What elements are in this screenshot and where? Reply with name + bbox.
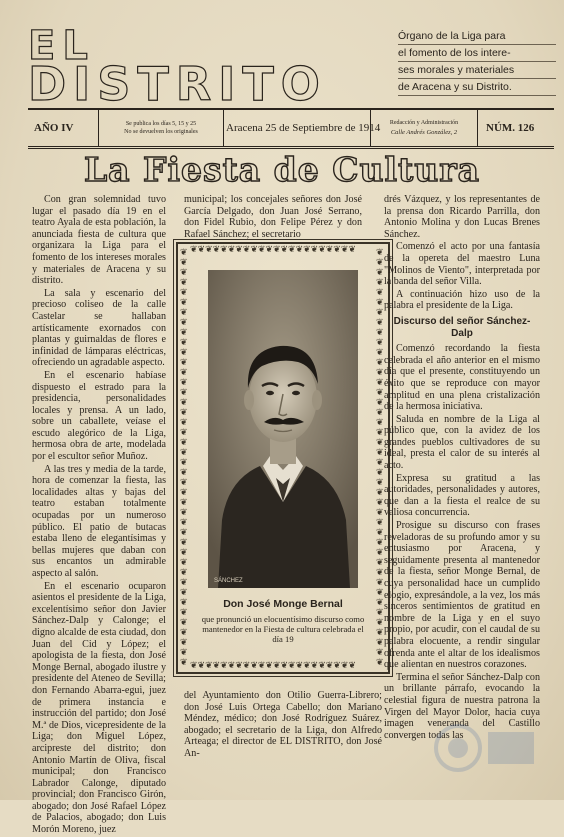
- paragraph: En el escenario ocuparon asientos el presidente de la Liga, excelentísimo señor don Javier Sánchez-Dalp y Calonge; el digno alcalde de esta ciudad, don Juan del Cid y López; el apologista de la fiesta, don José Monge Bernal, abogado ilustre y presidente del Ateneo de Sevilla; don Fernando Abarra-egui, juez de primera instancia e instrucción del partido; don José M.ª de Dios, vicepresidente de la Liga; don Miguel López, arcipreste del distrito; don Antonio Martín de Oliva, fiscal municipal; don Francisco Labrador Calonge, diputado provincial; don Francisco Girón, abogado; don José Rafael López de Palacios, abogado; don Luis Morón Moreno, juez: [32, 580, 166, 836]
- ornament-border: ❦ ❦ ❦ ❦ ❦ ❦ ❦ ❦ ❦ ❦ ❦ ❦ ❦ ❦ ❦ ❦ ❦ ❦ ❦ ❦ ❦ ❦ ❦ ❦ ❦ ❦ ❦ ❦ ❦ ❦ ❦ ❦ ❦ ❦ ❦ ❦ ❦ ❦ ❦ ❦ ❦ ❦: [180, 248, 188, 668]
- portrait-frame: [176, 242, 390, 674]
- paragraph: En el escenario habíase dispuesto el estrado para la presidencia, personalidades locales y prensa. A un lado, sobre un caballete, veíase el escudo alegórico de la Liga, hermosa obra de arte, modelada por el escultor señor Muñoz.: [32, 369, 166, 463]
- article-headline: La Fiesta de Cultura: [83, 150, 481, 189]
- paragraph: drés Vázquez, y los representantes de la prensa don Ricardo Parrilla, don Antonio Molina y don Lucas Brenes Sánchez.: [384, 194, 540, 240]
- paragraph: La sala y escenario del precioso coliseo de la calle Castelar se hallaban artísticamente exornados con plantas y guirnaldas de flores e infinidad de lámparas eléctricas, ofreciendo un agradable aspecto.: [32, 287, 166, 369]
- originals-notice: No se devuelven los originales: [124, 129, 198, 135]
- paragraph: A las tres y media de la tarde, hora de comenzar la fiesta, las localidades altas y bajas del teatro estaban totalmente ocupadas por un numeroso público. El patio de butacas estaba lleno de elegantísimas y bellas mujeres que daban con sus encantos un admirable aspecto al salón.: [32, 463, 166, 579]
- masthead-subtitle: [398, 28, 556, 96]
- article-column-1: [32, 194, 166, 837]
- paragraph: A continuación hizo uso de la palabra el presidente de la Liga.: [384, 288, 540, 312]
- article-column-2-bottom: [184, 690, 382, 761]
- issue-number: NÚM. 126: [486, 122, 535, 134]
- library-watermark-stamp: [430, 708, 540, 788]
- paragraph: Comenzó recordando la fiesta celebrada el año anterior en el mismo día que el presente, constituyendo un éxito que se reproduce con mayor amplitud en una plena cristalización de la hermosa iniciativa.: [384, 343, 540, 413]
- portrait-photo: [208, 270, 358, 588]
- publication-schedule: [98, 110, 224, 146]
- masthead-title-el: EL: [28, 23, 95, 69]
- issue-date: Aracena 25 de Septiembre de 1914: [226, 122, 381, 134]
- paragraph: Termina el señor Sánchez-Dalp con un brillante párrafo, evocando la celestial figura de nuestra patrona la Virgen del Mayor Dolor, hacia cuya imagen veneranda del Castillo convergen todas las: [384, 671, 540, 741]
- ornament-border: ❦❦❦❦❦❦❦❦❦❦❦❦❦❦❦❦❦❦❦❦❦❦: [190, 245, 356, 255]
- publication-days: Se publica los días 5, 15 y 25: [125, 121, 197, 127]
- article-column-2-top: [184, 194, 362, 241]
- photo-credit: SÁNCHEZ: [214, 578, 243, 584]
- section-subheading: Discurso del señor Sánchez-Dalp: [393, 315, 531, 339]
- portrait-caption-name: Don José Monge Bernal: [223, 598, 343, 610]
- issue-info-bar: [28, 108, 554, 149]
- paragraph: Expresa su gratitud a las autoridades, personalidades y autores, que dan a la fiesta el realce de su valiosa concurrencia.: [384, 472, 540, 519]
- editorial-office: [370, 110, 478, 146]
- paragraph: Con gran solemnidad tuvo lugar el pasado día 19 en el teatro Ayala de esta población, la anunciada fiesta de cultura que organizara la Liga para el fomento de los intereses morales y materiales de Aracena y su distrito.: [32, 194, 166, 287]
- editorial-label: Redacción y Administración: [389, 120, 459, 126]
- portrait-caption-text: que pronunció un elocuentísimo discurso como mantenedor en la Fiesta de cultura celebrada el día 19: [201, 614, 365, 644]
- paragraph: municipal; los concejales señores don José García Delgado, don Juan José Serrano, don Fidel Rubio, don Felipe Pérez y don Rafael Sánchez; el secretario: [184, 194, 362, 240]
- masthead-subtitle-line: ses morales y materiales: [398, 62, 556, 79]
- portrait-illustration: [208, 270, 358, 588]
- paragraph: Saluda en nombre de la Liga al público que, con la avidez de los grandes pueblos cultivadores de su ideal, presta el calor de su interés al acto.: [384, 413, 540, 472]
- paragraph: Prosigue su discurso con frases reveladoras de su profundo amor y su entusiasmo por Aracena, y seguidamente presenta al mantenedor de la fiesta, señor Monge Bernal, de cuya personalidad hace un cumplido elogio, expresándole, a la vez, los más sinceros sentimientos de gratitud en nombre de la Liga y en el suyo propio, por acudir, con el caudal de su palabra elocuente, a rendir singular ofrenda ante el altar de los idealismos que alientan en nuestros corazones.: [384, 520, 540, 671]
- paragraph: del Ayuntamiento don Otilio Guerra-Librero; don José Luis Ortega Cabello; don Mariano Méndez, médico; don José Rodríguez Suárez, abogado; el secretario de la Liga, don Alfredo Arteaga; el director de EL DISTRITO, don José An-: [184, 690, 382, 759]
- ornament-border: ❦ ❦ ❦ ❦ ❦ ❦ ❦ ❦ ❦ ❦ ❦ ❦ ❦ ❦ ❦ ❦ ❦ ❦ ❦ ❦ ❦ ❦ ❦ ❦ ❦ ❦ ❦ ❦ ❦ ❦ ❦ ❦ ❦ ❦ ❦ ❦ ❦ ❦ ❦ ❦ ❦ ❦: [376, 248, 384, 668]
- editorial-address: Calle Andrés González, 2: [390, 129, 458, 136]
- issue-year: AÑO IV: [34, 122, 74, 134]
- paragraph: Comenzó el acto por una fantasía de la opereta del maestro Luna "Molinos de Viento", interpretada por la banda del señor Villa.: [384, 241, 540, 288]
- masthead-title-distrito: DISTRITO: [28, 57, 327, 111]
- masthead-subtitle-line: de Aracena y su Distrito.: [398, 79, 556, 96]
- article-column-3: [384, 194, 540, 742]
- masthead-subtitle-line: Órgano de la Liga para: [398, 28, 556, 45]
- masthead-subtitle-line: el fomento de los intere-: [398, 45, 556, 62]
- ornament-border: ❦❦❦❦❦❦❦❦❦❦❦❦❦❦❦❦❦❦❦❦❦❦: [190, 661, 356, 671]
